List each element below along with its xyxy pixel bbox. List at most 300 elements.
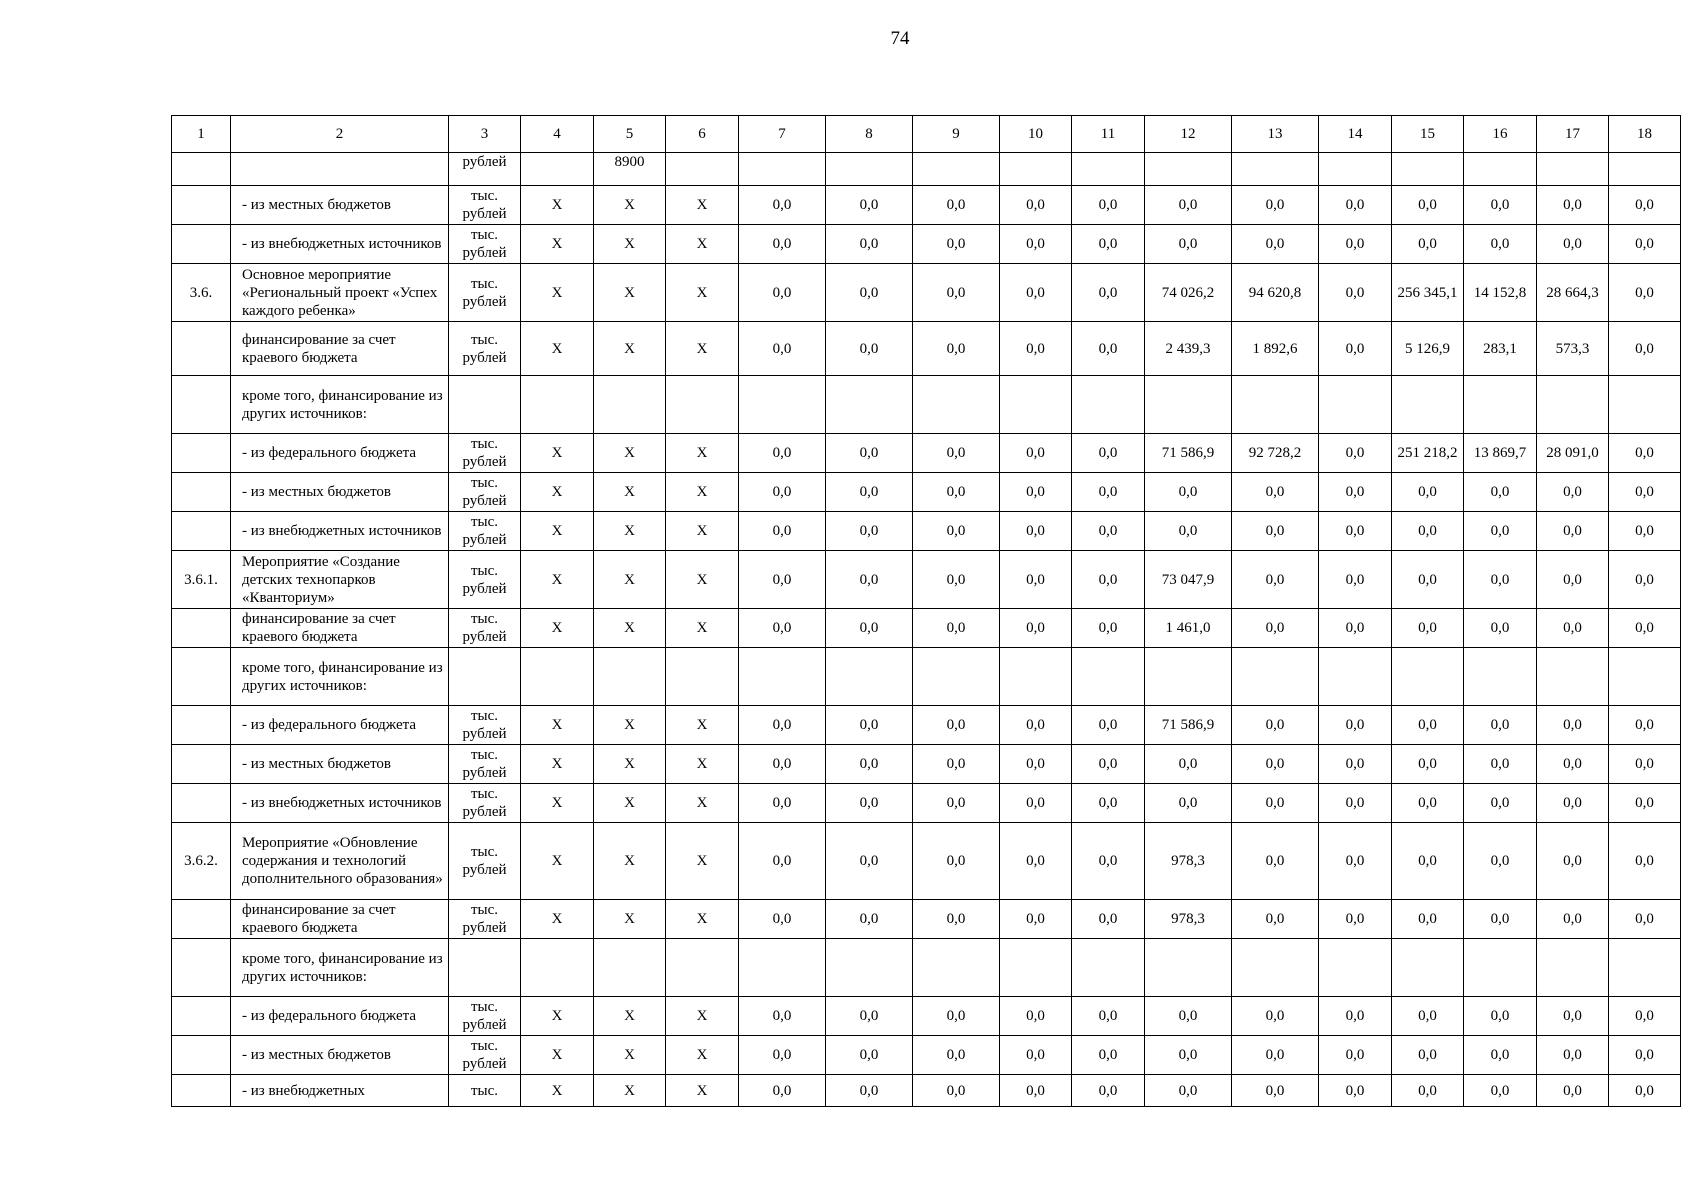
value-cell: Х bbox=[666, 823, 739, 900]
value-cell: 0,0 bbox=[1609, 186, 1681, 225]
value-cell: 0,0 bbox=[1232, 225, 1319, 264]
header-cell: 7 bbox=[739, 116, 826, 153]
header-cell: 1 bbox=[172, 116, 231, 153]
value-cell: 0,0 bbox=[1145, 1036, 1232, 1075]
value-cell: 0,0 bbox=[1072, 264, 1145, 322]
value-cell: 0,0 bbox=[1537, 745, 1609, 784]
table-row bbox=[172, 706, 1681, 745]
value-cell bbox=[1319, 648, 1392, 706]
value-cell: 8900 bbox=[594, 153, 666, 186]
value-cell: 0,0 bbox=[1392, 900, 1464, 939]
value-cell: 0,0 bbox=[1537, 997, 1609, 1036]
value-cell: 0,0 bbox=[1537, 186, 1609, 225]
value-cell: Х bbox=[666, 473, 739, 512]
value-cell: 0,0 bbox=[739, 225, 826, 264]
value-cell bbox=[1319, 153, 1392, 186]
value-cell: 0,0 bbox=[1609, 609, 1681, 648]
value-cell: 0,0 bbox=[1145, 225, 1232, 264]
value-cell: Х bbox=[594, 609, 666, 648]
unit-cell bbox=[449, 939, 521, 997]
header-cell: 10 bbox=[1000, 116, 1072, 153]
item-number-cell bbox=[172, 784, 231, 823]
unit-cell bbox=[449, 376, 521, 434]
header-cell: 15 bbox=[1392, 116, 1464, 153]
value-cell: 0,0 bbox=[739, 473, 826, 512]
value-cell: 0,0 bbox=[1464, 997, 1537, 1036]
description-cell: - из местных бюджетов bbox=[231, 745, 449, 784]
table-header-row bbox=[172, 116, 1681, 153]
value-cell: Х bbox=[666, 1075, 739, 1107]
value-cell: 0,0 bbox=[1000, 745, 1072, 784]
value-cell: Х bbox=[666, 1036, 739, 1075]
value-cell bbox=[1232, 376, 1319, 434]
value-cell bbox=[1145, 376, 1232, 434]
value-cell: Х bbox=[594, 997, 666, 1036]
value-cell: 0,0 bbox=[1319, 186, 1392, 225]
value-cell: 573,3 bbox=[1537, 322, 1609, 376]
value-cell: 0,0 bbox=[1072, 512, 1145, 551]
item-number-cell: 3.6. bbox=[172, 264, 231, 322]
value-cell: Х bbox=[521, 551, 594, 609]
page-number: 74 bbox=[890, 28, 910, 49]
value-cell: 0,0 bbox=[1464, 186, 1537, 225]
value-cell: 0,0 bbox=[739, 434, 826, 473]
value-cell: 0,0 bbox=[826, 900, 913, 939]
unit-cell: тыс. рублей bbox=[449, 745, 521, 784]
description-cell: Мероприятие «Обновление содержания и технологий дополнительного образования» bbox=[231, 823, 449, 900]
value-cell bbox=[1464, 648, 1537, 706]
value-cell: 0,0 bbox=[913, 434, 1000, 473]
table-row bbox=[172, 784, 1681, 823]
unit-cell: тыс. рублей bbox=[449, 186, 521, 225]
description-cell: Мероприятие «Создание детских технопарков «Кванториум» bbox=[231, 551, 449, 609]
value-cell: 0,0 bbox=[1319, 434, 1392, 473]
value-cell bbox=[1072, 153, 1145, 186]
header-cell: 9 bbox=[913, 116, 1000, 153]
value-cell: 0,0 bbox=[739, 609, 826, 648]
value-cell: Х bbox=[521, 823, 594, 900]
item-number-cell bbox=[172, 225, 231, 264]
unit-cell: тыс. рублей bbox=[449, 473, 521, 512]
value-cell: 0,0 bbox=[1609, 434, 1681, 473]
value-cell: 0,0 bbox=[1319, 745, 1392, 784]
value-cell: 0,0 bbox=[1319, 609, 1392, 648]
value-cell: Х bbox=[666, 512, 739, 551]
value-cell: 0,0 bbox=[1609, 225, 1681, 264]
unit-cell: тыс. рублей bbox=[449, 264, 521, 322]
value-cell: 0,0 bbox=[1000, 512, 1072, 551]
value-cell: 0,0 bbox=[1145, 186, 1232, 225]
header-cell: 6 bbox=[666, 116, 739, 153]
value-cell bbox=[1232, 648, 1319, 706]
value-cell: 0,0 bbox=[1609, 322, 1681, 376]
value-cell bbox=[666, 153, 739, 186]
value-cell: 0,0 bbox=[1072, 706, 1145, 745]
value-cell bbox=[1537, 153, 1609, 186]
value-cell: 0,0 bbox=[1392, 1075, 1464, 1107]
value-cell: 0,0 bbox=[913, 473, 1000, 512]
value-cell bbox=[594, 648, 666, 706]
value-cell: 0,0 bbox=[1609, 551, 1681, 609]
table-row bbox=[172, 939, 1681, 997]
table-row bbox=[172, 434, 1681, 473]
header-cell: 3 bbox=[449, 116, 521, 153]
value-cell: 0,0 bbox=[1464, 784, 1537, 823]
value-cell bbox=[826, 648, 913, 706]
value-cell: 978,3 bbox=[1145, 900, 1232, 939]
value-cell: 0,0 bbox=[913, 512, 1000, 551]
value-cell: 0,0 bbox=[1392, 1036, 1464, 1075]
value-cell: 0,0 bbox=[1464, 609, 1537, 648]
value-cell: 0,0 bbox=[913, 997, 1000, 1036]
value-cell: 0,0 bbox=[739, 264, 826, 322]
item-number-cell bbox=[172, 900, 231, 939]
value-cell: 0,0 bbox=[913, 551, 1000, 609]
value-cell: 0,0 bbox=[1145, 997, 1232, 1036]
value-cell: Х bbox=[594, 264, 666, 322]
value-cell: 0,0 bbox=[1000, 225, 1072, 264]
value-cell: Х bbox=[594, 745, 666, 784]
value-cell: 0,0 bbox=[1000, 186, 1072, 225]
value-cell bbox=[1232, 153, 1319, 186]
value-cell: 0,0 bbox=[1464, 473, 1537, 512]
value-cell: 0,0 bbox=[826, 609, 913, 648]
value-cell: 0,0 bbox=[1609, 264, 1681, 322]
item-number-cell bbox=[172, 322, 231, 376]
value-cell: 0,0 bbox=[1464, 1036, 1537, 1075]
value-cell: 0,0 bbox=[913, 706, 1000, 745]
value-cell: 0,0 bbox=[1072, 609, 1145, 648]
value-cell: 0,0 bbox=[1392, 823, 1464, 900]
value-cell: 0,0 bbox=[913, 1075, 1000, 1107]
unit-cell: тыс. рублей bbox=[449, 225, 521, 264]
table-row bbox=[172, 225, 1681, 264]
value-cell: 0,0 bbox=[1000, 322, 1072, 376]
value-cell: 0,0 bbox=[1464, 706, 1537, 745]
value-cell bbox=[1072, 648, 1145, 706]
value-cell bbox=[913, 153, 1000, 186]
unit-cell: тыс. рублей bbox=[449, 551, 521, 609]
value-cell bbox=[739, 939, 826, 997]
unit-cell: тыс. рублей bbox=[449, 1036, 521, 1075]
value-cell: 0,0 bbox=[826, 706, 913, 745]
value-cell: 0,0 bbox=[1145, 784, 1232, 823]
value-cell: 0,0 bbox=[739, 745, 826, 784]
value-cell: 0,0 bbox=[1464, 1075, 1537, 1107]
value-cell: 0,0 bbox=[1464, 225, 1537, 264]
value-cell: 71 586,9 bbox=[1145, 706, 1232, 745]
value-cell: 0,0 bbox=[1232, 900, 1319, 939]
header-cell: 5 bbox=[594, 116, 666, 153]
value-cell: 0,0 bbox=[1609, 473, 1681, 512]
value-cell: 0,0 bbox=[739, 706, 826, 745]
header-cell: 18 bbox=[1609, 116, 1681, 153]
value-cell bbox=[1609, 153, 1681, 186]
value-cell: 0,0 bbox=[739, 997, 826, 1036]
value-cell: 0,0 bbox=[913, 784, 1000, 823]
table-row bbox=[172, 512, 1681, 551]
value-cell: Х bbox=[594, 512, 666, 551]
value-cell: Х bbox=[594, 706, 666, 745]
value-cell: 0,0 bbox=[739, 512, 826, 551]
value-cell: 0,0 bbox=[1537, 609, 1609, 648]
value-cell: Х bbox=[521, 512, 594, 551]
value-cell bbox=[521, 939, 594, 997]
value-cell: 0,0 bbox=[1464, 551, 1537, 609]
value-cell: Х bbox=[521, 784, 594, 823]
value-cell: 92 728,2 bbox=[1232, 434, 1319, 473]
value-cell bbox=[1464, 376, 1537, 434]
value-cell: 0,0 bbox=[739, 1036, 826, 1075]
unit-cell: тыс. рублей bbox=[449, 512, 521, 551]
value-cell: 94 620,8 bbox=[1232, 264, 1319, 322]
value-cell: 0,0 bbox=[1000, 1075, 1072, 1107]
description-cell: кроме того, финансирование из других источников: bbox=[231, 939, 449, 997]
value-cell bbox=[913, 376, 1000, 434]
value-cell: Х bbox=[666, 322, 739, 376]
value-cell: 0,0 bbox=[1145, 473, 1232, 512]
item-number-cell bbox=[172, 186, 231, 225]
value-cell bbox=[1464, 939, 1537, 997]
value-cell bbox=[1537, 939, 1609, 997]
table-row bbox=[172, 322, 1681, 376]
value-cell: 0,0 bbox=[739, 322, 826, 376]
value-cell: 0,0 bbox=[913, 186, 1000, 225]
value-cell: 0,0 bbox=[1072, 434, 1145, 473]
value-cell bbox=[826, 939, 913, 997]
value-cell: 5 126,9 bbox=[1392, 322, 1464, 376]
value-cell bbox=[1145, 939, 1232, 997]
value-cell: 0,0 bbox=[1145, 512, 1232, 551]
item-number-cell bbox=[172, 153, 231, 186]
value-cell: Х bbox=[594, 473, 666, 512]
table-row bbox=[172, 1036, 1681, 1075]
value-cell bbox=[739, 153, 826, 186]
unit-cell: рублей bbox=[449, 153, 521, 186]
header-cell: 17 bbox=[1537, 116, 1609, 153]
value-cell: 1 461,0 bbox=[1145, 609, 1232, 648]
value-cell: 0,0 bbox=[1392, 225, 1464, 264]
value-cell: Х bbox=[666, 551, 739, 609]
value-cell: 0,0 bbox=[1319, 225, 1392, 264]
value-cell: Х bbox=[594, 1036, 666, 1075]
value-cell bbox=[1609, 648, 1681, 706]
value-cell: 0,0 bbox=[1392, 551, 1464, 609]
value-cell: 0,0 bbox=[1072, 997, 1145, 1036]
value-cell bbox=[1232, 939, 1319, 997]
description-cell: - из федерального бюджета bbox=[231, 434, 449, 473]
value-cell: 0,0 bbox=[1464, 823, 1537, 900]
value-cell: 0,0 bbox=[826, 1075, 913, 1107]
value-cell: Х bbox=[666, 225, 739, 264]
value-cell: Х bbox=[666, 186, 739, 225]
value-cell: 0,0 bbox=[1319, 997, 1392, 1036]
item-number-cell: 3.6.2. bbox=[172, 823, 231, 900]
value-cell bbox=[739, 376, 826, 434]
unit-cell: тыс. рублей bbox=[449, 609, 521, 648]
item-number-cell: 3.6.1. bbox=[172, 551, 231, 609]
value-cell: 0,0 bbox=[826, 745, 913, 784]
value-cell: Х bbox=[521, 186, 594, 225]
value-cell bbox=[521, 153, 594, 186]
value-cell: 14 152,8 bbox=[1464, 264, 1537, 322]
value-cell bbox=[666, 376, 739, 434]
value-cell: 0,0 bbox=[1609, 745, 1681, 784]
value-cell: 0,0 bbox=[1609, 997, 1681, 1036]
unit-cell bbox=[449, 648, 521, 706]
value-cell: 0,0 bbox=[1609, 823, 1681, 900]
table-row bbox=[172, 264, 1681, 322]
value-cell: Х bbox=[594, 784, 666, 823]
header-cell: 16 bbox=[1464, 116, 1537, 153]
value-cell: 0,0 bbox=[1072, 1075, 1145, 1107]
value-cell: 0,0 bbox=[1232, 997, 1319, 1036]
value-cell: 251 218,2 bbox=[1392, 434, 1464, 473]
value-cell: 73 047,9 bbox=[1145, 551, 1232, 609]
value-cell: 0,0 bbox=[739, 1075, 826, 1107]
value-cell: 0,0 bbox=[1319, 322, 1392, 376]
value-cell bbox=[826, 153, 913, 186]
value-cell: 0,0 bbox=[1072, 186, 1145, 225]
header-cell: 14 bbox=[1319, 116, 1392, 153]
value-cell bbox=[1609, 376, 1681, 434]
description-cell: - из местных бюджетов bbox=[231, 473, 449, 512]
value-cell: 0,0 bbox=[913, 322, 1000, 376]
value-cell: Х bbox=[594, 434, 666, 473]
value-cell: 0,0 bbox=[1537, 551, 1609, 609]
value-cell: Х bbox=[594, 823, 666, 900]
value-cell bbox=[1072, 376, 1145, 434]
value-cell: Х bbox=[521, 264, 594, 322]
value-cell: 0,0 bbox=[826, 784, 913, 823]
value-cell: 0,0 bbox=[1000, 609, 1072, 648]
value-cell: 0,0 bbox=[913, 609, 1000, 648]
value-cell: 0,0 bbox=[1609, 784, 1681, 823]
value-cell: Х bbox=[521, 225, 594, 264]
value-cell: 0,0 bbox=[1000, 784, 1072, 823]
value-cell bbox=[1319, 939, 1392, 997]
value-cell: 0,0 bbox=[1232, 186, 1319, 225]
value-cell bbox=[666, 939, 739, 997]
value-cell: 0,0 bbox=[1537, 1075, 1609, 1107]
value-cell: 256 345,1 bbox=[1392, 264, 1464, 322]
value-cell bbox=[1145, 153, 1232, 186]
value-cell: Х bbox=[594, 1075, 666, 1107]
value-cell: Х bbox=[521, 1075, 594, 1107]
value-cell: Х bbox=[666, 900, 739, 939]
description-cell: кроме того, финансирование из других источников: bbox=[231, 376, 449, 434]
description-cell: - из местных бюджетов bbox=[231, 186, 449, 225]
value-cell bbox=[1000, 376, 1072, 434]
value-cell bbox=[594, 376, 666, 434]
value-cell: 0,0 bbox=[1319, 264, 1392, 322]
value-cell: 0,0 bbox=[1232, 609, 1319, 648]
value-cell: 0,0 bbox=[826, 186, 913, 225]
unit-cell: тыс. рублей bbox=[449, 322, 521, 376]
description-cell: кроме того, финансирование из других источников: bbox=[231, 648, 449, 706]
value-cell: Х bbox=[666, 784, 739, 823]
value-cell: 74 026,2 bbox=[1145, 264, 1232, 322]
value-cell bbox=[913, 648, 1000, 706]
value-cell: 0,0 bbox=[1319, 706, 1392, 745]
value-cell: 978,3 bbox=[1145, 823, 1232, 900]
value-cell: 0,0 bbox=[1392, 512, 1464, 551]
table-row bbox=[172, 648, 1681, 706]
value-cell: Х bbox=[521, 322, 594, 376]
value-cell: 0,0 bbox=[1000, 473, 1072, 512]
value-cell: 0,0 bbox=[1000, 551, 1072, 609]
item-number-cell bbox=[172, 1075, 231, 1107]
value-cell: 0,0 bbox=[1072, 900, 1145, 939]
value-cell: 0,0 bbox=[913, 745, 1000, 784]
value-cell: 0,0 bbox=[826, 473, 913, 512]
value-cell: 0,0 bbox=[1145, 745, 1232, 784]
description-cell: - из внебюджетных bbox=[231, 1075, 449, 1107]
value-cell: 0,0 bbox=[1392, 997, 1464, 1036]
description-cell: Основное мероприятие «Региональный проект «Успех каждого ребенка» bbox=[231, 264, 449, 322]
value-cell: 0,0 bbox=[1072, 225, 1145, 264]
value-cell: 0,0 bbox=[1464, 512, 1537, 551]
description-cell: финансирование за счет краевого бюджета bbox=[231, 900, 449, 939]
value-cell: 0,0 bbox=[826, 551, 913, 609]
value-cell: Х bbox=[521, 900, 594, 939]
value-cell: 71 586,9 bbox=[1145, 434, 1232, 473]
table-row bbox=[172, 997, 1681, 1036]
value-cell: Х bbox=[594, 551, 666, 609]
value-cell: 0,0 bbox=[1392, 186, 1464, 225]
item-number-cell bbox=[172, 376, 231, 434]
value-cell: 0,0 bbox=[1319, 1075, 1392, 1107]
value-cell: 0,0 bbox=[826, 264, 913, 322]
value-cell: 0,0 bbox=[1232, 1075, 1319, 1107]
value-cell: Х bbox=[594, 186, 666, 225]
value-cell: 0,0 bbox=[1232, 823, 1319, 900]
value-cell: 0,0 bbox=[1000, 264, 1072, 322]
value-cell: 0,0 bbox=[1392, 609, 1464, 648]
value-cell: 0,0 bbox=[739, 823, 826, 900]
value-cell: 0,0 bbox=[1319, 551, 1392, 609]
item-number-cell bbox=[172, 997, 231, 1036]
value-cell: 0,0 bbox=[1609, 900, 1681, 939]
value-cell: 0,0 bbox=[826, 225, 913, 264]
value-cell: 0,0 bbox=[1319, 512, 1392, 551]
value-cell bbox=[1145, 648, 1232, 706]
description-cell: финансирование за счет краевого бюджета bbox=[231, 609, 449, 648]
table-row bbox=[172, 551, 1681, 609]
value-cell: Х bbox=[521, 434, 594, 473]
value-cell: Х bbox=[521, 745, 594, 784]
unit-cell: тыс. рублей bbox=[449, 784, 521, 823]
value-cell bbox=[1392, 939, 1464, 997]
value-cell: 0,0 bbox=[913, 264, 1000, 322]
value-cell: 0,0 bbox=[1537, 706, 1609, 745]
unit-cell: тыс. рублей bbox=[449, 706, 521, 745]
value-cell bbox=[1392, 153, 1464, 186]
table-row bbox=[172, 745, 1681, 784]
value-cell: Х bbox=[666, 745, 739, 784]
value-cell: 0,0 bbox=[1145, 1075, 1232, 1107]
table-row bbox=[172, 900, 1681, 939]
value-cell: 0,0 bbox=[1072, 551, 1145, 609]
description-cell: - из внебюджетных источников bbox=[231, 225, 449, 264]
value-cell bbox=[1392, 648, 1464, 706]
value-cell: 0,0 bbox=[1072, 473, 1145, 512]
unit-cell: тыс. рублей bbox=[449, 434, 521, 473]
value-cell: Х bbox=[521, 609, 594, 648]
value-cell: Х bbox=[666, 609, 739, 648]
value-cell: Х bbox=[666, 434, 739, 473]
value-cell bbox=[1072, 939, 1145, 997]
